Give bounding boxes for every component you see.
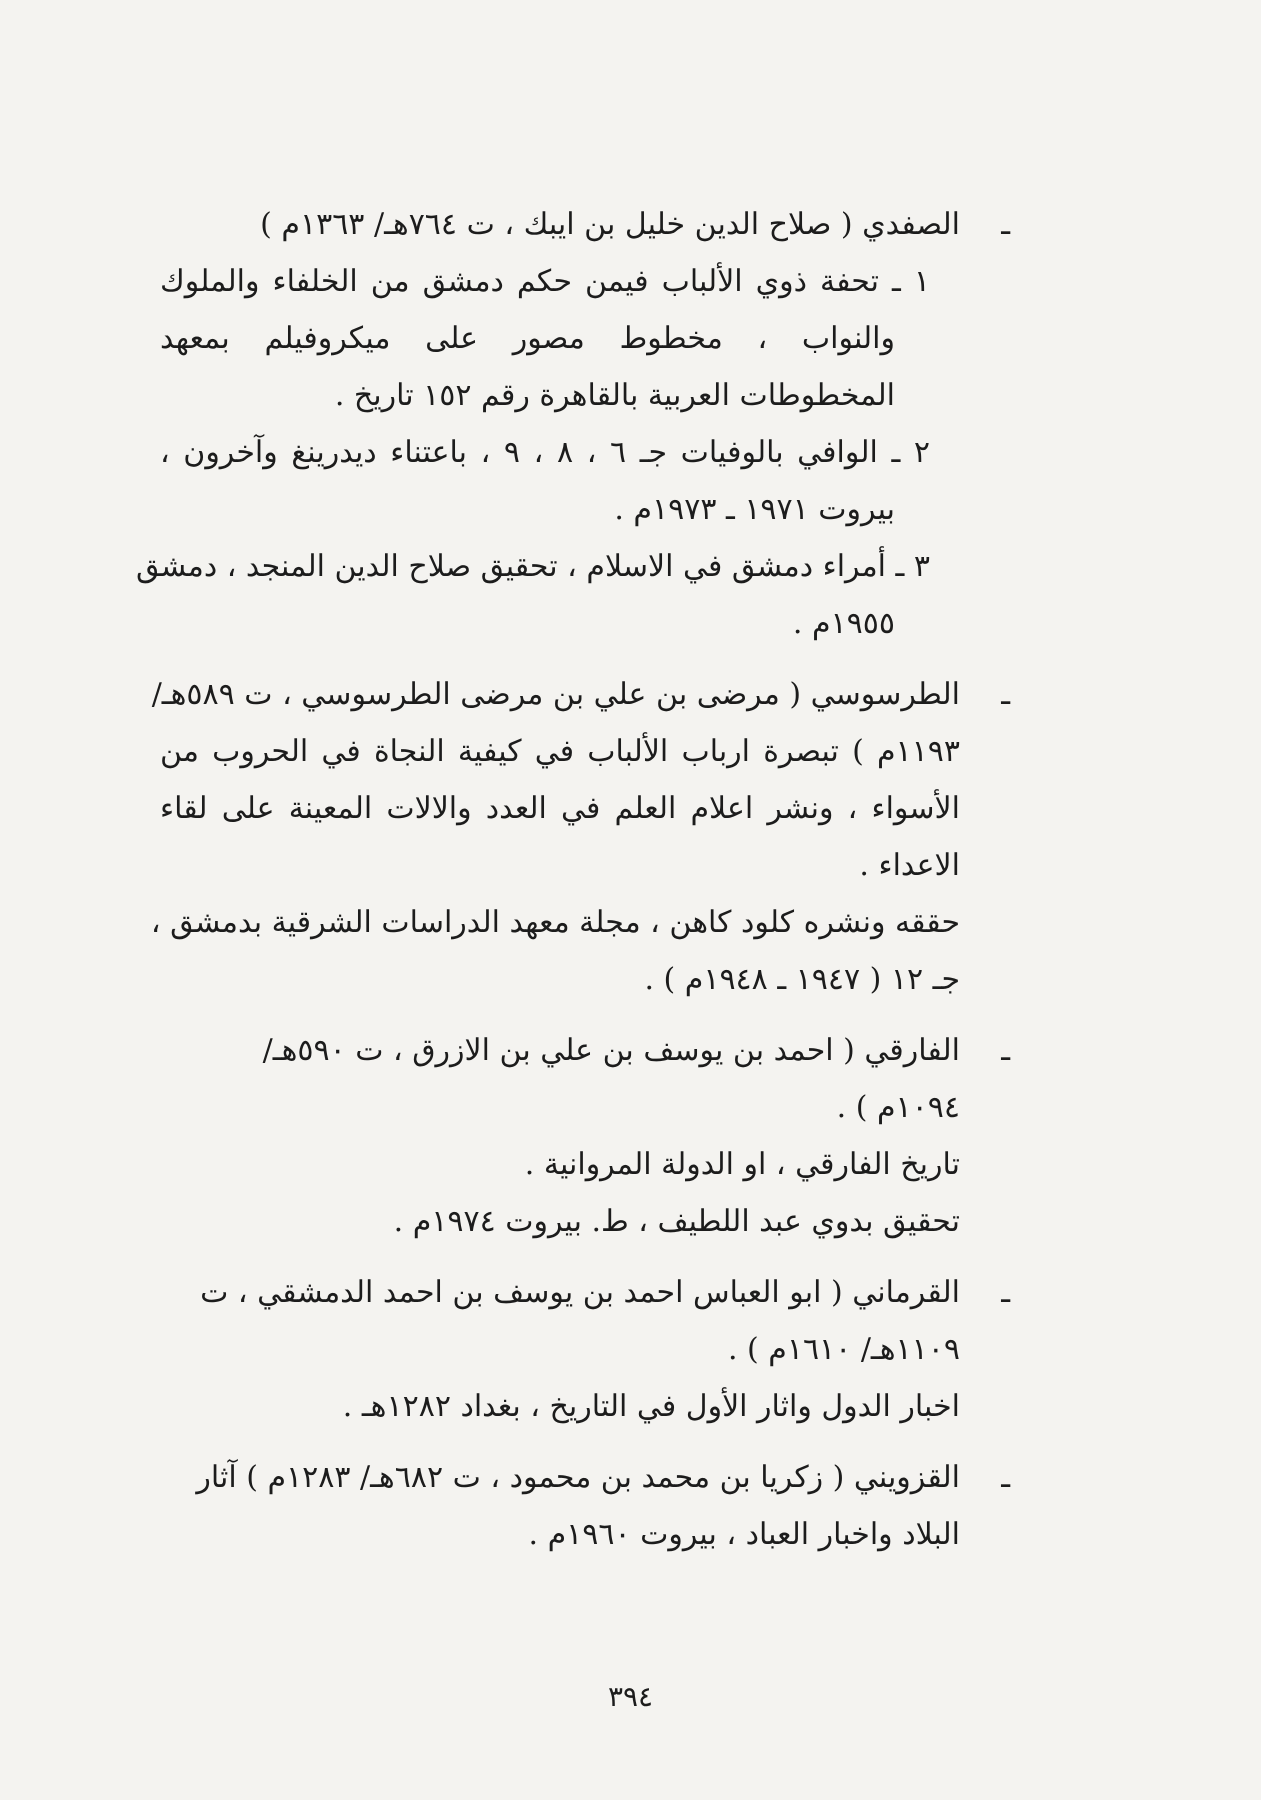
entry-line: المخطوطات العربية بالقاهرة رقم ١٥٢ تاريخ .	[334, 378, 895, 413]
entry-dash: ـ	[1001, 677, 1010, 712]
entry-heading: الطرسوسي ( مرضى بن علي بن مرضى الطرسوسي ، ت ٥٨٩هـ/	[151, 677, 960, 712]
entry-line: تاريخ الفارقي ، او الدولة المروانية .	[524, 1147, 960, 1182]
bibliography-entry-safadi	[135, 196, 1010, 652]
entry-line: ٢ ـ الوافي بالوفيات جـ ٦ ، ٨ ، ٩ ، باعتناء ديدرينغ وآخرون ،	[160, 435, 930, 470]
entry-line: بيروت ١٩٧١ ـ ١٩٧٣م .	[614, 492, 895, 527]
page-number: ٣٩٤	[607, 1680, 654, 1713]
entry-heading: الصفدي ( صلاح الدين خليل بن ايبك ، ت ٧٦٤هـ/ ١٣٦٣م )	[260, 207, 960, 242]
entry-dash: ـ	[1001, 1275, 1010, 1310]
entry-dash: ـ	[1001, 1033, 1010, 1068]
entry-line: حققه ونشره كلود كاهن ، مجلة معهد الدراسات الشرقية بدمشق ،	[150, 905, 960, 940]
bibliography-entry-qazwini	[160, 1449, 1010, 1563]
entry-line: الاعداء .	[859, 848, 960, 883]
entry-line: البلاد واخبار العباد ، بيروت ١٩٦٠م .	[528, 1517, 960, 1552]
entry-line: اخبار الدول واثار الأول في التاريخ ، بغداد ١٢٨٢هـ .	[342, 1389, 960, 1424]
entry-line: تحقيق بدوي عبد اللطيف ، ط. بيروت ١٩٧٤م .	[393, 1204, 960, 1239]
entry-line: ١٠٩٤م ) .	[836, 1090, 960, 1125]
entry-line: الأسواء ، ونشر اعلام العلم في العدد والالات المعينة على لقاء	[160, 791, 960, 826]
entry-heading: القرماني ( ابو العباس احمد بن يوسف بن احمد الدمشقي ، ت	[200, 1275, 960, 1310]
entry-line: والنواب ، مخطوط مصور على ميكروفيلم بمعهد	[160, 321, 895, 356]
bibliography-entry-tarsusi	[150, 666, 1010, 1008]
entry-line: ١١٠٩هـ/ ١٦١٠م ) .	[727, 1332, 960, 1367]
bibliography-list	[135, 196, 1010, 1577]
bibliography-entry-fariqi	[160, 1022, 1010, 1250]
entry-line: جـ ١٢ ( ١٩٤٧ ـ ١٩٤٨م ) .	[644, 962, 960, 997]
entry-heading: القزويني ( زكريا بن محمد بن محمود ، ت ٦٨٢هـ/ ١٢٨٣م ) آثار	[196, 1460, 960, 1495]
entry-dash: ـ	[1001, 207, 1010, 242]
entry-line: ١ ـ تحفة ذوي الألباب فيمن حكم دمشق من الخلفاء والملوك	[160, 264, 930, 299]
entry-line: ١٩٥٥م .	[792, 606, 895, 641]
entry-line: ١١٩٣م ) تبصرة ارباب الألباب في كيفية النجاة في الحروب من	[160, 734, 960, 769]
entry-line: ٣ ـ أمراء دمشق في الاسلام ، تحقيق صلاح الدين المنجد ، دمشق	[135, 549, 930, 584]
entry-dash: ـ	[1001, 1460, 1010, 1495]
bibliography-entry-qaramani	[160, 1264, 1010, 1435]
entry-heading: الفارقي ( احمد بن يوسف بن علي بن الازرق ، ت ٥٩٠هـ/	[262, 1033, 960, 1068]
